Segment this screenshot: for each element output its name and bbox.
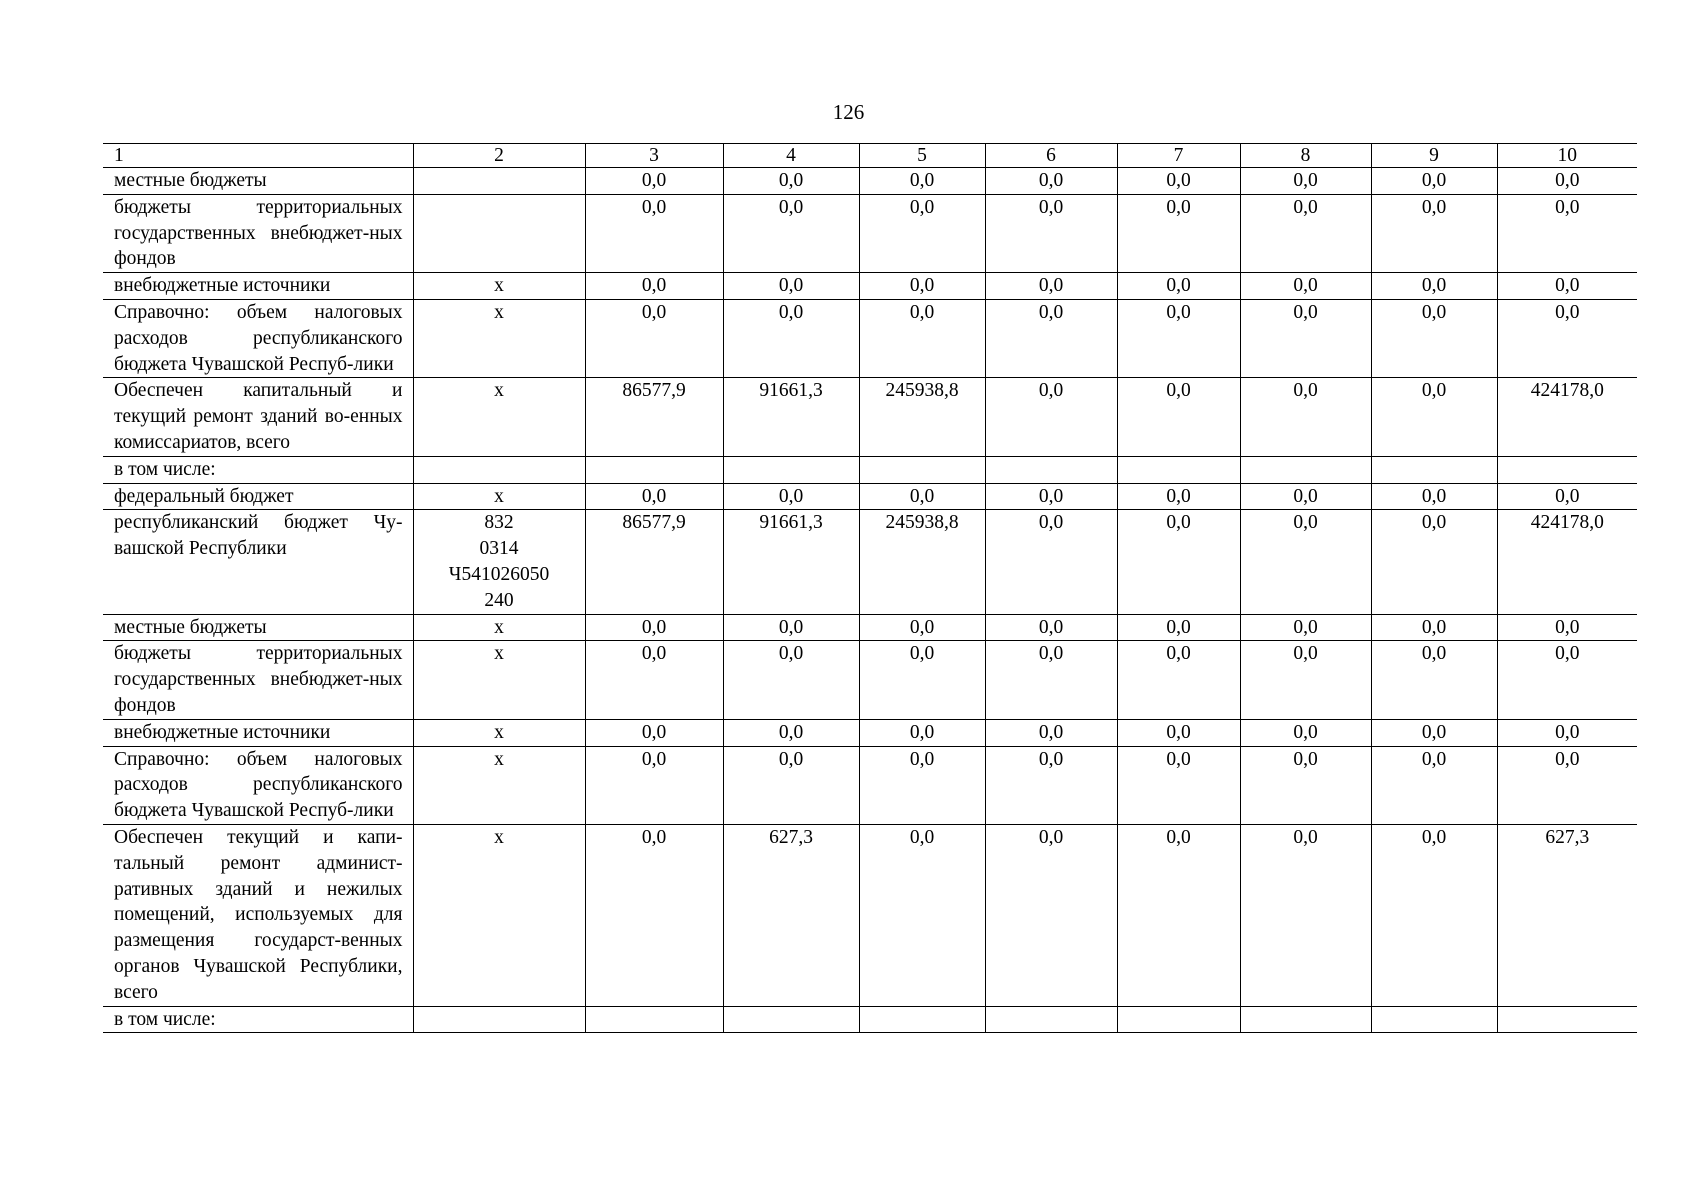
row-value: 0,0 xyxy=(1240,614,1371,641)
column-header: 1 xyxy=(103,144,413,168)
row-value: 0,0 xyxy=(723,483,859,510)
row-value xyxy=(1240,456,1371,483)
row-value xyxy=(585,1006,723,1033)
row-value: 0,0 xyxy=(859,719,985,746)
row-value: 0,0 xyxy=(585,194,723,272)
row-code xyxy=(413,1006,585,1033)
row-code xyxy=(413,456,585,483)
row-value: 0,0 xyxy=(985,194,1117,272)
row-label: внебюджетные источники xyxy=(103,719,413,746)
row-value: 0,0 xyxy=(585,483,723,510)
row-value: 0,0 xyxy=(1240,746,1371,824)
row-value: 0,0 xyxy=(1497,168,1637,195)
row-value xyxy=(859,1006,985,1033)
column-header: 9 xyxy=(1371,144,1497,168)
table-row xyxy=(103,456,1637,483)
row-value xyxy=(859,456,985,483)
table-header-row xyxy=(103,144,1637,168)
row-value: 0,0 xyxy=(585,719,723,746)
row-value: 0,0 xyxy=(859,824,985,1006)
row-value: 0,0 xyxy=(585,746,723,824)
row-value: 0,0 xyxy=(985,641,1117,719)
row-value xyxy=(1497,456,1637,483)
table-row xyxy=(103,614,1637,641)
row-label: в том числе: xyxy=(103,456,413,483)
row-value: 0,0 xyxy=(1371,168,1497,195)
row-value: 0,0 xyxy=(859,614,985,641)
row-value: 0,0 xyxy=(1117,194,1240,272)
table-row xyxy=(103,168,1637,195)
row-value: 0,0 xyxy=(1497,641,1637,719)
row-value: 0,0 xyxy=(985,273,1117,300)
row-value: 0,0 xyxy=(723,641,859,719)
row-value: 0,0 xyxy=(723,168,859,195)
row-value: 0,0 xyxy=(859,299,985,377)
row-value: 0,0 xyxy=(1371,273,1497,300)
row-value: 0,0 xyxy=(1497,194,1637,272)
row-value: 0,0 xyxy=(1371,719,1497,746)
row-value xyxy=(1117,1006,1240,1033)
row-code xyxy=(413,168,585,195)
row-value: 0,0 xyxy=(585,273,723,300)
row-value: 0,0 xyxy=(985,168,1117,195)
row-value: 424178,0 xyxy=(1497,378,1637,456)
row-label: Справочно: объем налоговых расходов республиканского бюджета Чувашской Респуб-лики xyxy=(103,299,413,377)
row-value: 0,0 xyxy=(1371,510,1497,614)
row-value: 0,0 xyxy=(1371,641,1497,719)
column-header: 8 xyxy=(1240,144,1371,168)
row-label: Справочно: объем налоговых расходов республиканского бюджета Чувашской Респуб-лики xyxy=(103,746,413,824)
column-header: 7 xyxy=(1117,144,1240,168)
row-code: x xyxy=(413,378,585,456)
row-value: 0,0 xyxy=(1117,273,1240,300)
table-row xyxy=(103,194,1637,272)
row-code: 832 0314 Ч541026050 240 xyxy=(413,510,585,614)
table-row xyxy=(103,824,1637,1006)
row-value: 0,0 xyxy=(1240,168,1371,195)
row-value: 0,0 xyxy=(1117,614,1240,641)
row-value: 627,3 xyxy=(723,824,859,1006)
row-value: 0,0 xyxy=(1117,299,1240,377)
row-value: 0,0 xyxy=(859,194,985,272)
row-code: x xyxy=(413,299,585,377)
row-value: 424178,0 xyxy=(1497,510,1637,614)
row-value xyxy=(1497,1006,1637,1033)
row-label: федеральный бюджет xyxy=(103,483,413,510)
row-value: 0,0 xyxy=(1240,824,1371,1006)
table-row xyxy=(103,299,1637,377)
column-header: 10 xyxy=(1497,144,1637,168)
row-value: 245938,8 xyxy=(859,510,985,614)
row-label: Обеспечен капитальный и текущий ремонт зданий во-енных комиссариатов, всего xyxy=(103,378,413,456)
row-value: 0,0 xyxy=(859,483,985,510)
column-header: 4 xyxy=(723,144,859,168)
column-header: 6 xyxy=(985,144,1117,168)
row-value: 0,0 xyxy=(1117,824,1240,1006)
row-label: бюджеты территориальных государственных внебюджет-ных фондов xyxy=(103,194,413,272)
row-value xyxy=(1240,1006,1371,1033)
row-code: x xyxy=(413,273,585,300)
row-code: x xyxy=(413,614,585,641)
row-value: 0,0 xyxy=(1240,273,1371,300)
row-value xyxy=(723,1006,859,1033)
row-value xyxy=(985,456,1117,483)
row-value: 0,0 xyxy=(723,299,859,377)
row-value: 0,0 xyxy=(1240,719,1371,746)
row-value: 0,0 xyxy=(859,273,985,300)
table-row xyxy=(103,641,1637,719)
row-value: 0,0 xyxy=(585,641,723,719)
row-label: местные бюджеты xyxy=(103,614,413,641)
table-row xyxy=(103,273,1637,300)
row-label: Обеспечен текущий и капи-тальный ремонт админист-ративных зданий и нежилых помещений, используемых для размещения государст-венных органов Чувашской Республики, всего xyxy=(103,824,413,1006)
row-value xyxy=(1117,456,1240,483)
row-code xyxy=(413,194,585,272)
row-value: 0,0 xyxy=(985,719,1117,746)
page-number: 126 xyxy=(832,100,865,124)
row-value: 0,0 xyxy=(859,168,985,195)
row-value: 0,0 xyxy=(1117,641,1240,719)
row-value: 0,0 xyxy=(1240,378,1371,456)
row-code: x xyxy=(413,746,585,824)
row-value: 0,0 xyxy=(1497,483,1637,510)
table-row xyxy=(103,1006,1637,1033)
table-body xyxy=(103,144,1637,1033)
row-value: 0,0 xyxy=(985,614,1117,641)
row-value: 0,0 xyxy=(1240,194,1371,272)
budget-table xyxy=(103,143,1637,1033)
row-value: 0,0 xyxy=(1117,378,1240,456)
row-value: 0,0 xyxy=(985,299,1117,377)
column-header: 2 xyxy=(413,144,585,168)
row-value: 0,0 xyxy=(723,719,859,746)
row-value: 0,0 xyxy=(1240,510,1371,614)
row-value: 0,0 xyxy=(1240,641,1371,719)
row-value xyxy=(985,1006,1117,1033)
column-header: 5 xyxy=(859,144,985,168)
row-value: 91661,3 xyxy=(723,510,859,614)
row-label: внебюджетные источники xyxy=(103,273,413,300)
row-value: 0,0 xyxy=(723,273,859,300)
row-value: 0,0 xyxy=(985,824,1117,1006)
row-value: 0,0 xyxy=(723,194,859,272)
row-value: 0,0 xyxy=(859,746,985,824)
row-value xyxy=(723,456,859,483)
row-value: 0,0 xyxy=(1371,299,1497,377)
row-value: 0,0 xyxy=(1497,273,1637,300)
row-code: x xyxy=(413,641,585,719)
row-value: 0,0 xyxy=(1371,614,1497,641)
row-value: 0,0 xyxy=(1371,194,1497,272)
row-label: бюджеты территориальных государственных внебюджет-ных фондов xyxy=(103,641,413,719)
row-value: 0,0 xyxy=(1497,614,1637,641)
row-value: 0,0 xyxy=(1371,746,1497,824)
row-value: 0,0 xyxy=(585,168,723,195)
row-value: 627,3 xyxy=(1497,824,1637,1006)
row-value: 0,0 xyxy=(1240,299,1371,377)
table-row xyxy=(103,378,1637,456)
row-value xyxy=(585,456,723,483)
row-value: 0,0 xyxy=(985,378,1117,456)
row-value: 0,0 xyxy=(1497,719,1637,746)
row-value: 86577,9 xyxy=(585,378,723,456)
table-row xyxy=(103,483,1637,510)
row-value: 0,0 xyxy=(1371,483,1497,510)
row-label: местные бюджеты xyxy=(103,168,413,195)
row-value: 0,0 xyxy=(1117,510,1240,614)
row-value: 0,0 xyxy=(1497,746,1637,824)
row-value: 0,0 xyxy=(1497,299,1637,377)
table-row xyxy=(103,746,1637,824)
row-value: 0,0 xyxy=(585,299,723,377)
row-code: x xyxy=(413,483,585,510)
row-value: 0,0 xyxy=(1240,483,1371,510)
row-value: 245938,8 xyxy=(859,378,985,456)
row-value: 91661,3 xyxy=(723,378,859,456)
row-value: 0,0 xyxy=(1371,378,1497,456)
row-value: 0,0 xyxy=(1117,483,1240,510)
row-value xyxy=(1371,1006,1497,1033)
row-label: в том числе: xyxy=(103,1006,413,1033)
table-row xyxy=(103,510,1637,614)
row-label: республиканский бюджет Чу-вашской Республики xyxy=(103,510,413,614)
row-value: 86577,9 xyxy=(585,510,723,614)
row-value: 0,0 xyxy=(723,746,859,824)
row-value: 0,0 xyxy=(723,614,859,641)
row-value: 0,0 xyxy=(585,824,723,1006)
row-value: 0,0 xyxy=(985,746,1117,824)
row-value: 0,0 xyxy=(985,483,1117,510)
row-value: 0,0 xyxy=(1117,746,1240,824)
row-value: 0,0 xyxy=(859,641,985,719)
row-code: x xyxy=(413,824,585,1006)
row-code: x xyxy=(413,719,585,746)
row-value: 0,0 xyxy=(1117,719,1240,746)
row-value: 0,0 xyxy=(1371,824,1497,1006)
row-value: 0,0 xyxy=(1117,168,1240,195)
table-row xyxy=(103,719,1637,746)
row-value: 0,0 xyxy=(985,510,1117,614)
row-value: 0,0 xyxy=(585,614,723,641)
row-value xyxy=(1371,456,1497,483)
column-header: 3 xyxy=(585,144,723,168)
